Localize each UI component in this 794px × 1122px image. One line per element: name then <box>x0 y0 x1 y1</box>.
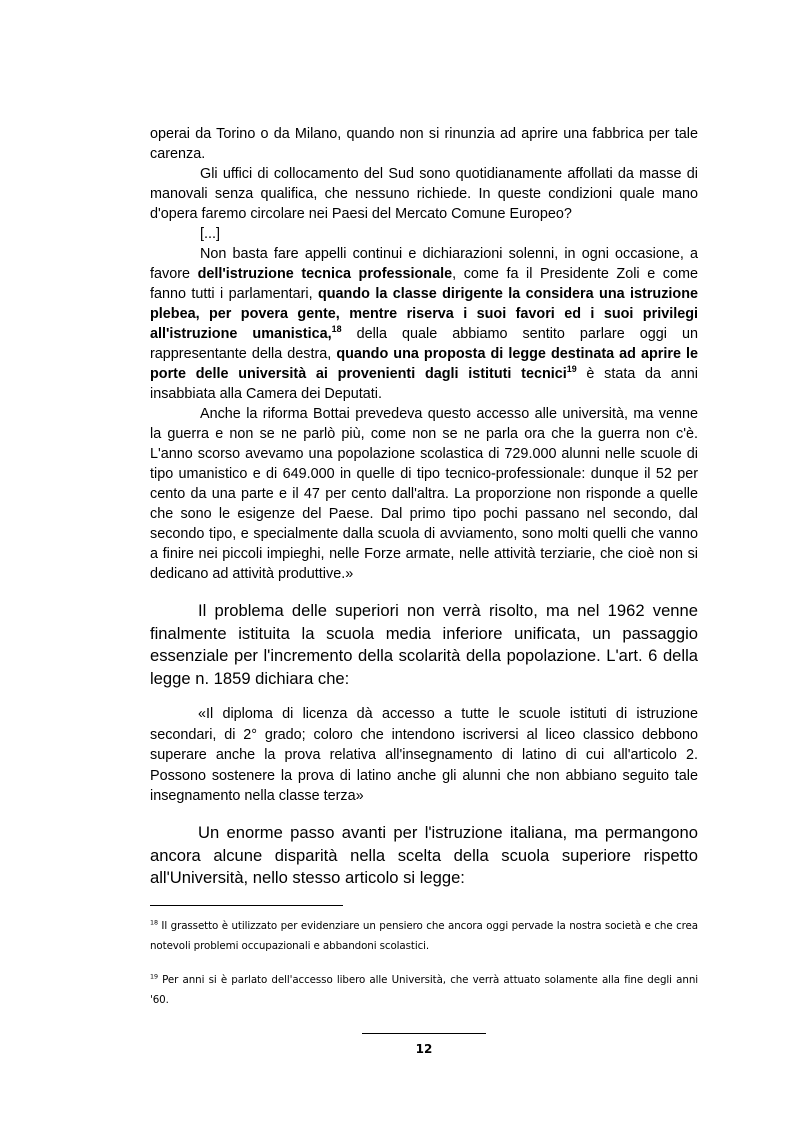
law-quote <box>150 704 698 807</box>
quote-paragraph-3: Non basta fare appelli continui e dichiarazioni solenni, in ogni occasione, a favore dell'istruzione tecnica professionale, come fa il Presidente Zoli e come fanno tutti i parlamentari, quando la classe dirigente la considera una istruzione plebea, per povera gente, mentre riserva i suoi favori ed i suoi privilegi all'istruzione umanistica,$^{18}$ della quale abbiamo sentito parlare oggi un rappresentante della destra, quando una proposta di legge destinata ad aprire le porte delle università ai provenienti dagli istituti tecnici$^{19}$ è stata da anni insabbiata alla Camera dei Deputati. <box>150 246 699 402</box>
footnote-19 <box>150 970 698 1010</box>
footnote-ref-19[interactable]: 19 <box>566 364 577 375</box>
body-paragraph-1: Il problema delle superiori non verrà risolto, ma nel 1962 venne finalmente istituita la scuola media inferiore unificata, un passaggio essenziale per l'incremento della scolarità della popolazione. L'art. 6 della legge n. 1859 dichiara che: <box>150 601 698 688</box>
quote-paragraph-2: Gli uffici di collocamento del Sud sono quotidianamente affollati da masse di manovali senza qualifica, che nessuno richiede. In queste condizioni quale mano d'opera faremo circolare nei Paesi del Mercato Comune Europeo? <box>150 166 698 222</box>
quote-paragraph-4: Anche la riforma Bottai prevedeva questo accesso alle università, ma venne la guerra e non se ne parlò più, come non se ne parla ora che la guerra non c'è. L'anno scorso avevamo una popolazione scolastica di 729.000 alunni nelle scuole di tipo umanistico e di 649.000 in quelle di tipo tecnico-professionale: dunque il 52 per cento da una parte e il 47 per cento dall'altra. La proporzione non risponde a quelle che sono le esigenze del Paese. Dal primo tipo pochi passano nel secondo, dal secondo tipo, e specialmente dalla scuola di avviamento, sono molti quelli che vanno a finire nei piccoli impieghi, nelle Forze armate, nelle attività terziarie, che cioè non si dedicano ad attività produttive.» <box>150 406 698 582</box>
body-paragraph-1-block <box>150 600 698 690</box>
parliamentary-quote <box>150 124 698 584</box>
law-quote-text: «Il diploma di licenza dà accesso a tutte le scuole istituti di istruzione secondari, di 2° grado; coloro che intendono iscriversi al liceo classico debbono superare anche la prova relativa all'insegnamento di latino di cui all'articolo 2. Possono sostenere la prova di latino anche gli alunni che non abbiano seguito tale insegnamento nella classe terza» <box>150 706 698 804</box>
quote-ellipsis: [...] <box>200 226 220 242</box>
bold-phrase: dell'istruzione tecnica professionale <box>197 266 453 282</box>
footnote-number: 18 <box>150 918 158 927</box>
body-paragraph-2-block <box>150 822 698 890</box>
bold-phrase: quando una proposta di legge destinata ad aprire le porte delle università ai provenienti dagli istituti tecnici <box>150 346 699 382</box>
page-number: 12 <box>415 1042 433 1056</box>
footnote-text: Il grassetto è utilizzato per evidenziare un pensiero che ancora oggi pervade la nostra società e che crea notevoli problemi occupazionali e abbandoni scolastici. <box>150 920 698 952</box>
footnote-separator <box>150 905 343 906</box>
page-number-rule <box>362 1033 486 1034</box>
body-paragraph-2: Un enorme passo avanti per l'istruzione italiana, ma permangono ancora alcune disparità nella scelta della scuola superiore rispetto all'Università, nello stesso articolo si legge: <box>150 823 698 887</box>
footnote-number: 19 <box>150 972 158 981</box>
quote-paragraph-1: operai da Torino o da Milano, quando non si rinunzia ad aprire una fabbrica per tale carenza. <box>150 126 698 162</box>
footnote-text: Per anni si è parlato dell'accesso libero alle Università, che verrà attuato solamente alla fine degli anni '60. <box>150 974 698 1006</box>
bold-phrase: quando la classe dirigente la considera una istruzione plebea, per povera gente, mentre riserva i suoi favori ed i suoi privilegi all'istruzione umanistica, <box>150 286 698 342</box>
footnote-18 <box>150 916 698 956</box>
footnote-ref-18[interactable]: 18 <box>331 324 342 335</box>
